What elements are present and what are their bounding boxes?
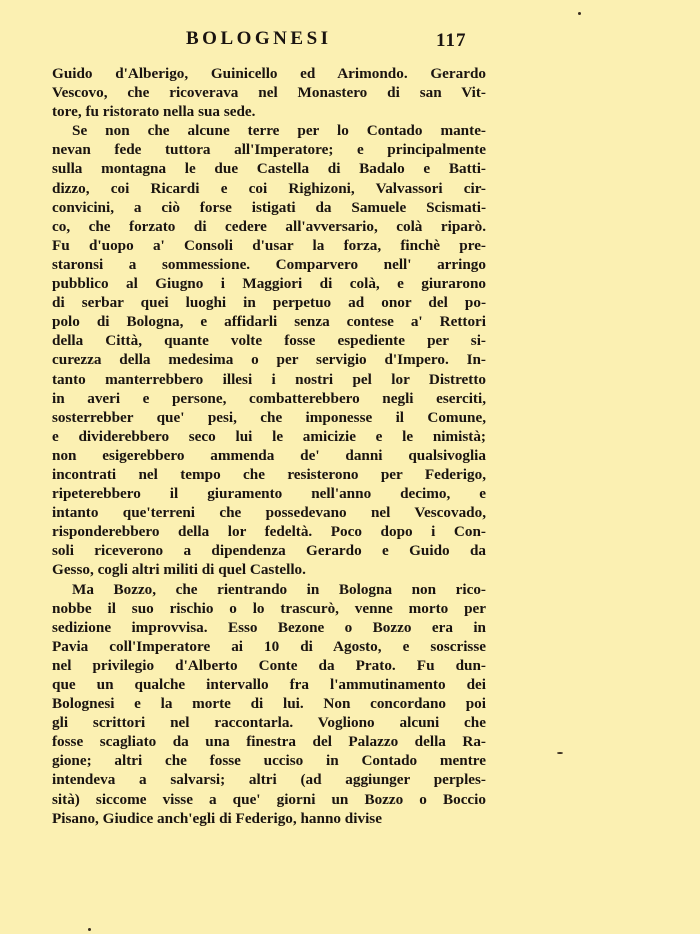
text-line: nobbe il suo rischio o lo trascurò, venne morto per <box>52 599 486 617</box>
text-line: nel privilegio d'Alberto Conte da Prato. Fu dun- <box>52 656 486 674</box>
text-line: Vescovo, che ricoverava nel Monastero di san Vit- <box>52 84 486 102</box>
text-line: e dividerebbero seco lui le amicizie e le nimistà; <box>52 427 486 445</box>
paper-speck <box>578 12 581 15</box>
text-line: risponderebbero della lor fedeltà. Poco dopo i Con- <box>52 523 486 541</box>
text-line: nevan fede tuttora all'Imperatore; e principalmente <box>52 141 486 159</box>
text-line: intanto que'terreni che possedevano nel Vescovado, <box>52 504 486 522</box>
text-line: Bolognesi e la morte di lui. Non concordano poi <box>52 695 486 713</box>
text-line: soli riceverono a dipendenza Gerardo e Guido da <box>52 542 486 560</box>
text-line: polo di Bologna, e affidarli senza contese a' Rettori <box>52 313 486 331</box>
text-line: tore, fu ristorato nella sua sede. <box>52 103 256 121</box>
text-line: gione; altri che fosse ucciso in Contado mentre <box>52 752 486 770</box>
text-line: tanto manterrebbero illesi i nostri pel lor Distretto <box>52 370 486 388</box>
text-line: della Città, quante volte fosse espediente per si- <box>52 332 486 350</box>
text-line: ripeterebbero il giuramento nell'anno decimo, e <box>52 485 486 503</box>
text-line: convicini, a ciò forse istigati da Samuele Scismati- <box>52 198 486 216</box>
paragraph <box>52 64 486 121</box>
text-line: in averi e persone, combatterebbero negli eserciti, <box>52 389 486 407</box>
running-head: BOLOGNESI <box>186 28 332 49</box>
text-line: Pisano, Giudice anch'egli di Federigo, hanno divise <box>52 809 382 827</box>
text-line: curezza della medesima o per servigio d'Impero. In- <box>52 351 486 369</box>
page-header <box>0 28 700 52</box>
body-text <box>52 64 486 828</box>
text-line: co, che forzato di cedere all'avversario, colà riparò. <box>52 217 486 235</box>
text-line: di serbar quei luoghi in perpetuo ad onor del po- <box>52 294 486 312</box>
text-line: staronsi a sommessione. Comparvero nell' arringo <box>52 255 486 273</box>
text-line: Fu d'uopo a' Consoli d'usar la forza, finchè pre- <box>52 236 486 254</box>
text-line: sedizione improvvisa. Esso Bezone o Bozzo era in <box>52 618 486 636</box>
text-line: sosterrebber que' pesi, che imponesse il Comune, <box>52 408 486 426</box>
text-line: fosse scagliato da una finestra del Palazzo della Ra- <box>52 733 486 751</box>
text-line: gli scrittori nel raccontarla. Vogliono alcuni che <box>52 714 486 732</box>
text-line: Pavia coll'Imperatore ai 10 di Agosto, e soscrisse <box>52 637 486 655</box>
text-line: sulla montagna le due Castella di Badalo e Batti- <box>52 160 486 178</box>
paragraph <box>52 121 486 579</box>
text-line: Ma Bozzo, che rientrando in Bologna non rico- <box>72 580 486 598</box>
text-line: sità) siccome visse a que' giorni un Bozzo o Boccio <box>52 790 486 808</box>
paragraph <box>52 580 486 828</box>
text-line: que un qualche intervallo fra l'ammutinamento dei <box>52 676 486 693</box>
text-line: dizzo, coi Ricardi e coi Righizoni, Valvassori cir- <box>52 179 486 197</box>
paper-speck <box>88 928 91 931</box>
text-line: incontrati nel tempo che resisterono per Federigo, <box>52 465 486 483</box>
text-line: intendeva a salvarsi; altri (ad aggiunger perples- <box>52 771 486 789</box>
page-number: 117 <box>436 30 467 51</box>
text-line: Gesso, cogli altri militi di quel Castello. <box>52 561 306 579</box>
text-line: Se non che alcune terre per lo Contado mante- <box>72 122 486 140</box>
paper-speck <box>557 752 563 754</box>
text-line: Guido d'Alberigo, Guinicello ed Arimondo. Gerardo <box>52 65 486 82</box>
text-line: pubblico al Giugno i Maggiori di colà, e giurarono <box>52 275 486 293</box>
text-line: non esigerebbero ammenda de' danni qualsivoglia <box>52 446 486 464</box>
